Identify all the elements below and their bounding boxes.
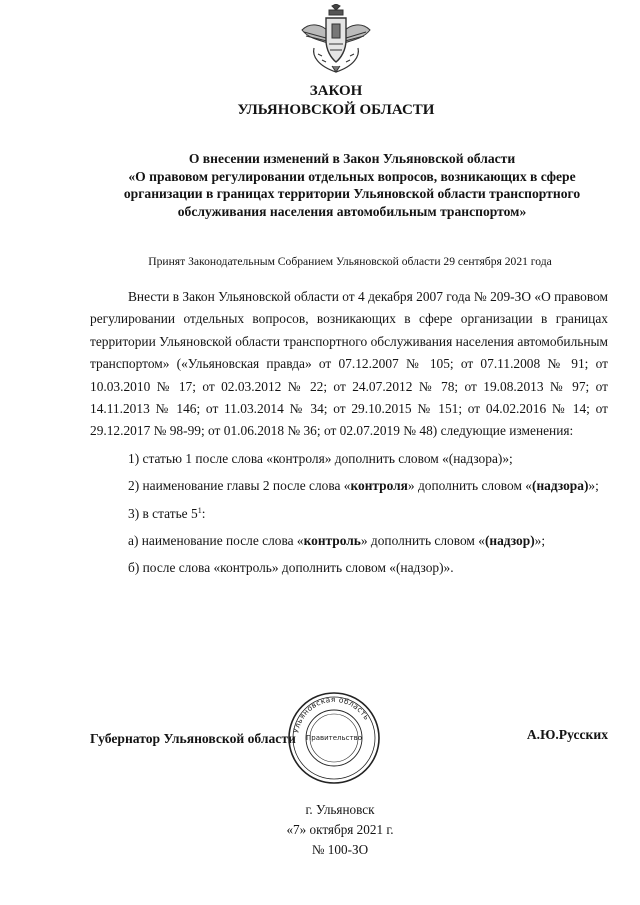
subitem-a-bold-insert: (надзор)	[484, 533, 535, 549]
item-3-superscript: 1	[197, 505, 202, 515]
subitem-a-text-e: »;	[534, 533, 546, 549]
document-footer	[200, 800, 480, 860]
subject-line-1: О внесении изменений в Закон Ульяновской области	[188, 151, 516, 166]
subject-line-4: обслуживания населения автомобильным транспортом»	[177, 203, 527, 219]
law-body	[90, 286, 608, 580]
law-title-line-1: ЗАКОН	[309, 83, 363, 99]
item-2-text-a: 2) наименование главы 2 после слова «	[128, 478, 351, 494]
item-2-bold-insert: (надзора)	[532, 478, 589, 494]
adoption-note: Принят Законодательным Собранием Ульяновской области 29 сентября 2021 года	[148, 255, 552, 268]
signatory-position: Губернатор Ульяновской области	[90, 731, 296, 746]
item-2-bold-word: контроля	[350, 478, 408, 494]
item-2-text-c: » дополнить словом	[407, 478, 522, 494]
item-3-colon: :	[201, 505, 206, 521]
seal-center-text: Правительство	[306, 734, 362, 742]
subitem-a-text-a: а) наименование после слова «	[128, 533, 304, 549]
amendment-item-2	[90, 475, 608, 497]
amendment-subitem-b: б) после слова «контроль» дополнить словом «(надзор)».	[128, 560, 454, 576]
law-title	[0, 82, 640, 120]
amendment-item-3	[90, 503, 608, 525]
subitem-a-bold-word: контроль	[303, 533, 361, 549]
item-3-text: 3) в статье 5	[128, 505, 198, 521]
signatory-name: А.Ю.Русских	[526, 727, 608, 742]
amendment-subitem-a	[90, 530, 608, 552]
subitem-a-text-c: » дополнить словом «	[360, 533, 485, 549]
official-seal-stamp	[286, 690, 382, 786]
signing-date: «7» октября 2021 г.	[286, 822, 394, 837]
law-title-line-2: УЛЬЯНОВСКОЙ ОБЛАСТИ	[237, 102, 435, 118]
main-paragraph: Внести в Закон Ульяновской области от 4 декабря 2007 года № 209-ЗО «О правовом регулировании отдельных вопросов, возникающих в сфере организации в границах территории Ульяновской области транспортного обслуживания населения автомобильным транспортом» («Ульяновская правда» от 07.12.2007 № 105; от 07.11.2008 № 91; от 10.03.2010 № 17; от 02.03.2012 № 22; от 24.07.2012 № 78; от 19.08.2013 № 97; от 14.11.2013 № 146; от 11.03.2014 № 34; от 29.10.2015 № 151; от 04.02.2016 № 14; от 29.12.2017 № 98-99; от 01.06.2018 № 36; от 02.07.2019 № 48) следующие изменения:	[90, 289, 608, 439]
item-2-text-f: »;	[588, 478, 599, 494]
amendment-item-1: 1) статью 1 после слова «контроля» дополнить словом «(надзора)»;	[128, 450, 513, 466]
law-number: № 100-ЗО	[311, 842, 369, 857]
place-of-signing: г. Ульяновск	[305, 802, 375, 817]
seal-ring-text: Ульяновская область	[291, 694, 372, 734]
coat-of-arms-emblem	[296, 4, 376, 76]
item-2-text-d: «	[525, 478, 532, 494]
law-subject-heading	[92, 150, 612, 220]
subject-line-2: «О правовом регулировании отдельных вопросов, возникающих в сфере	[128, 168, 576, 184]
subject-line-3: организации в границах территории Ульяновской области транспортного	[123, 186, 581, 201]
